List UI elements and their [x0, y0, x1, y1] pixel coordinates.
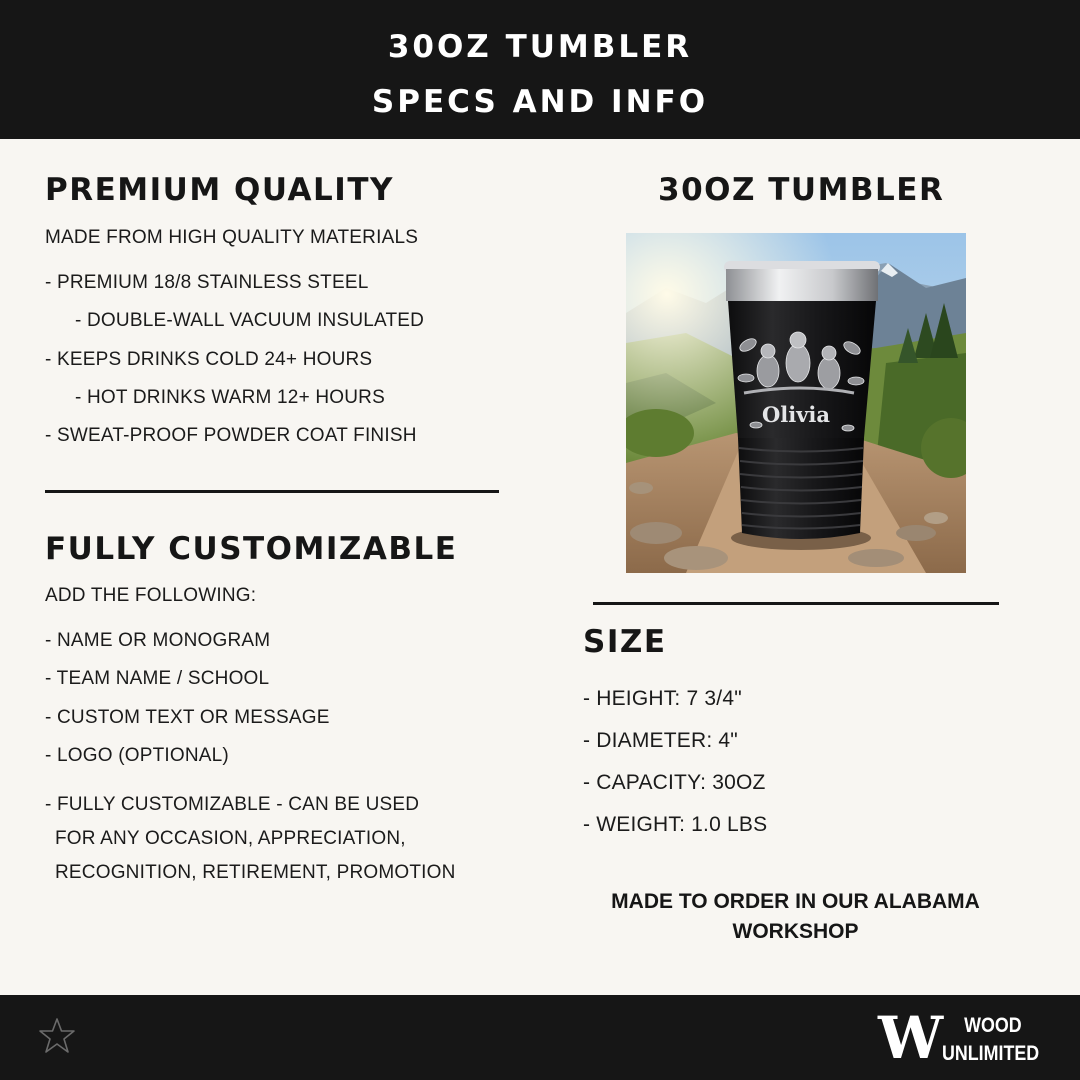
- made-to-order-line2: WORKSHOP: [732, 920, 859, 943]
- svg-text:W: W: [878, 1010, 944, 1064]
- engraved-name: Olivia: [761, 402, 831, 427]
- size-heading: SIZE: [583, 624, 667, 660]
- custom-item: - LOGO (OPTIONAL): [45, 745, 229, 766]
- custom-item: - NAME OR MONOGRAM: [45, 630, 271, 651]
- custom-intro: ADD THE FOLLOWING:: [45, 585, 257, 606]
- header-banner: [0, 0, 1080, 139]
- brand-line2: UNLIMITED: [942, 1042, 1040, 1065]
- custom-note-line: RECOGNITION, RETIREMENT, PROMOTION: [55, 862, 456, 883]
- star-outline-icon: [37, 1016, 77, 1056]
- quality-item: - KEEPS DRINKS COLD 24+ HOURS: [45, 349, 373, 370]
- quality-subitem: - DOUBLE-WALL VACUUM INSULATED: [75, 310, 425, 331]
- brand-wordmark: [942, 1012, 1040, 1068]
- premium-quality-heading: PREMIUM QUALITY: [45, 172, 394, 208]
- quality-subitem: - HOT DRINKS WARM 12+ HOURS: [75, 387, 385, 408]
- product-heading: 30OZ TUMBLER: [658, 172, 945, 208]
- made-to-order-line1: MADE TO ORDER IN OUR ALABAMA: [611, 890, 980, 913]
- section-divider: [45, 490, 499, 493]
- custom-note-line: FOR ANY OCCASION, APPRECIATION,: [55, 828, 406, 849]
- header-title-line2: SPECS AND INFO: [371, 84, 709, 120]
- custom-note-line: - FULLY CUSTOMIZABLE - CAN BE USED: [45, 794, 420, 815]
- size-item: - WEIGHT: 1.0 LBS: [583, 813, 768, 836]
- custom-item: - TEAM NAME / SCHOOL: [45, 668, 270, 689]
- section-divider: [593, 602, 999, 605]
- size-item: - CAPACITY: 30OZ: [583, 771, 766, 794]
- quality-item: - PREMIUM 18/8 STAINLESS STEEL: [45, 272, 369, 293]
- customizable-heading: FULLY CUSTOMIZABLE: [45, 531, 458, 567]
- size-item: - HEIGHT: 7 3/4": [583, 687, 742, 710]
- brand-line1: WOOD: [964, 1014, 1022, 1037]
- quality-item: - SWEAT-PROOF POWDER COAT FINISH: [45, 425, 417, 446]
- custom-item: - CUSTOM TEXT OR MESSAGE: [45, 707, 330, 728]
- size-item: - DIAMETER: 4": [583, 729, 738, 752]
- tumbler-product-photo: [626, 233, 966, 573]
- quality-intro: MADE FROM HIGH QUALITY MATERIALS: [45, 227, 419, 248]
- header-title-line1: 30OZ TUMBLER: [387, 29, 693, 65]
- made-to-order-note: [583, 887, 1008, 947]
- wood-unlimited-logo-mark: [876, 1010, 946, 1064]
